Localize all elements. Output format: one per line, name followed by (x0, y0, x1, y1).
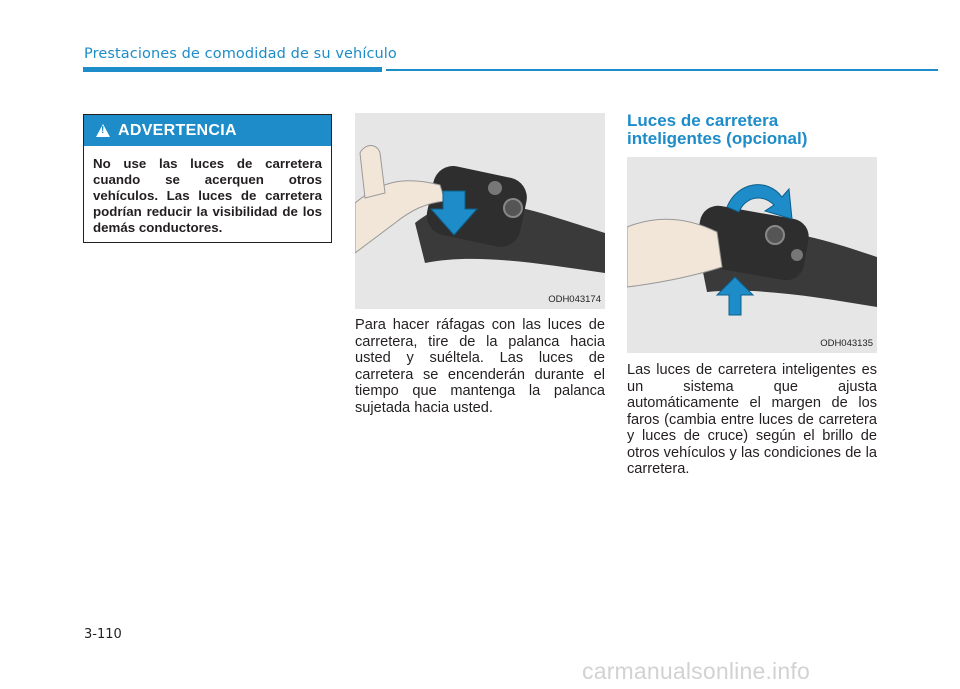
warning-box (83, 114, 332, 243)
stalk-rotate-illustration (627, 157, 877, 353)
header-rule (386, 69, 938, 71)
section-title-line2: inteligentes (opcional) (627, 129, 808, 148)
page-number: 3-110 (84, 627, 122, 642)
warning-header (84, 115, 331, 146)
section-header-title: Prestaciones de comodidad de su vehículo (84, 46, 397, 62)
figure-code: ODH043174 (548, 294, 601, 305)
warning-triangle-icon: ! (96, 124, 110, 137)
figure-code: ODH043135 (820, 338, 873, 349)
warning-text: No use las luces de carretera cuando se acerquen otros vehículos. Las luces de carretera podrían reducir la visibilidad de los demás conductores. (93, 156, 322, 235)
flash-paragraph: Para hacer ráfagas con las luces de carretera, tire de la palanca hacia usted y suéltela. Las luces de carretera se encenderán durante el tiempo que mantenga la palanca sujetada hacia usted. (355, 317, 605, 416)
watermark: carmanualsonline.info (582, 658, 810, 684)
warning-title: ADVERTENCIA (118, 121, 237, 139)
figure-headlight-flash (355, 113, 605, 309)
section-title-line1: Luces de carretera (627, 111, 779, 130)
section-title (627, 112, 887, 148)
header-accent-bar (83, 67, 382, 72)
figure-smart-high-beam (627, 157, 877, 353)
smart-high-beam-paragraph: Las luces de carretera inteligentes es un sistema que ajusta automáticamente el margen de los faros (cambia entre luces de carretera y luces de cruce) según el brillo de otros vehículos y las condiciones de la carretera. (627, 362, 877, 477)
stalk-pull-illustration (355, 113, 605, 309)
